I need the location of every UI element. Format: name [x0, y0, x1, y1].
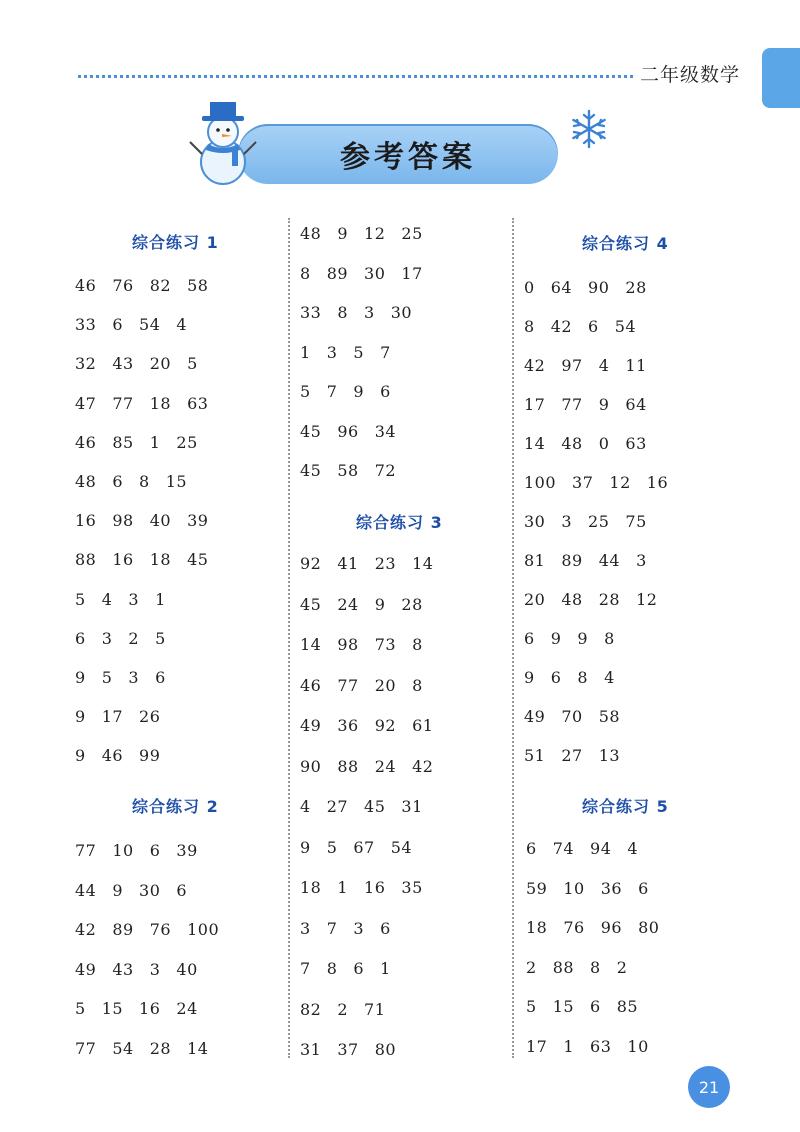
answer-value: 16 — [75, 511, 97, 531]
answer-value: 8 — [337, 303, 349, 322]
answer-value: 99 — [139, 746, 161, 766]
answer-row — [300, 757, 449, 776]
answer-value: 48 — [561, 590, 583, 609]
answer-value: 3 — [636, 551, 647, 570]
answer-value: 5 — [75, 589, 86, 609]
answer-row — [75, 511, 224, 530]
answer-value: 39 — [187, 511, 209, 531]
answer-value: 49 — [300, 716, 322, 735]
answer-value: 33 — [75, 315, 97, 335]
answer-value: 61 — [412, 716, 434, 735]
answer-value: 37 — [572, 473, 594, 492]
answer-value: 6 — [75, 628, 86, 648]
answer-value: 9 — [300, 837, 311, 857]
answer-value: 18 — [149, 393, 172, 413]
answer-value: 3 — [353, 918, 365, 938]
answer-value: 7 — [326, 918, 338, 938]
answer-value: 16 — [364, 878, 386, 897]
answer-value: 10 — [563, 878, 585, 898]
answer-value: 33 — [300, 303, 322, 322]
answer-value: 6 — [638, 878, 649, 898]
answer-row — [300, 676, 439, 695]
answer-row — [524, 278, 663, 297]
answer-value: 14 — [412, 554, 434, 573]
answer-value: 24 — [374, 756, 397, 776]
answer-value: 27 — [561, 746, 583, 765]
answer-value: 74 — [552, 839, 575, 858]
subject-label: 二年级数学 — [640, 64, 741, 86]
answer-value: 48 — [75, 472, 97, 491]
answer-value: 72 — [374, 461, 397, 480]
answer-value: 9 — [550, 629, 562, 648]
answer-value: 77 — [75, 841, 97, 860]
section-title-3: 综合练习 3 — [356, 513, 443, 532]
answer-value: 46 — [101, 746, 124, 766]
answer-value: 17 — [524, 395, 546, 414]
answer-value: 43 — [112, 959, 134, 979]
answer-value: 12 — [364, 224, 386, 243]
answer-value: 7 — [380, 342, 391, 362]
answer-value: 5 — [326, 837, 338, 857]
answer-row — [300, 838, 428, 857]
answer-value: 10 — [627, 1036, 649, 1056]
answer-value: 77 — [561, 395, 583, 414]
answer-value: 7 — [326, 382, 338, 401]
answer-value: 44 — [598, 551, 621, 570]
answer-value: 31 — [300, 1040, 322, 1059]
answer-value: 42 — [412, 756, 434, 776]
answer-value: 16 — [139, 999, 161, 1019]
answer-value: 42 — [524, 356, 546, 375]
answer-value: 92 — [300, 554, 322, 573]
answer-value: 45 — [364, 797, 386, 816]
answer-row — [75, 315, 203, 334]
answer-value: 4 — [598, 356, 610, 375]
answer-value: 73 — [374, 635, 397, 654]
answer-value: 6 — [380, 382, 391, 401]
answer-row — [526, 997, 654, 1016]
answer-value: 81 — [524, 551, 546, 570]
answer-value: 34 — [374, 421, 397, 441]
answer-value: 42 — [550, 317, 573, 336]
answer-value: 20 — [149, 354, 172, 374]
answer-row — [75, 1039, 224, 1058]
answer-value: 9 — [75, 668, 86, 687]
answer-row — [524, 746, 636, 765]
answer-value: 41 — [337, 554, 359, 573]
answer-value: 14 — [187, 1039, 209, 1058]
answer-value: 47 — [75, 393, 97, 413]
answer-row — [300, 878, 439, 897]
answer-value: 49 — [524, 707, 546, 726]
answer-value: 3 — [326, 342, 338, 362]
answer-row — [526, 879, 665, 898]
answer-value: 76 — [112, 276, 134, 295]
answer-value: 12 — [636, 590, 658, 609]
answer-value: 42 — [75, 920, 97, 940]
answer-value: 59 — [526, 878, 548, 898]
title-banner — [238, 124, 558, 184]
answer-row — [75, 354, 214, 373]
answer-row — [300, 919, 407, 938]
answer-value: 5 — [155, 628, 166, 648]
answer-row — [524, 473, 684, 492]
answer-value: 32 — [75, 354, 97, 374]
answer-value: 46 — [300, 675, 322, 695]
answer-value: 20 — [374, 675, 397, 695]
answer-row — [300, 264, 439, 283]
answer-value: 77 — [112, 393, 134, 413]
answer-value: 40 — [149, 511, 172, 531]
answer-row — [524, 590, 673, 609]
snowflake-icon — [568, 108, 610, 150]
answer-value: 98 — [112, 511, 134, 531]
answer-row — [526, 839, 654, 858]
answer-value: 30 — [364, 263, 386, 283]
answer-value: 5 — [353, 342, 365, 362]
answer-value: 5 — [101, 668, 113, 687]
answer-value: 25 — [588, 512, 610, 531]
answer-value: 82 — [149, 276, 172, 295]
answer-value: 0 — [524, 278, 535, 297]
answer-value: 88 — [75, 550, 97, 570]
answer-row — [300, 635, 439, 654]
column-divider — [512, 218, 514, 1058]
answer-value: 100 — [524, 473, 557, 492]
answer-value: 64 — [625, 395, 647, 414]
answer-value: 0 — [598, 434, 610, 453]
answer-row — [524, 707, 636, 726]
answer-value: 9 — [337, 224, 349, 243]
answer-value: 6 — [112, 472, 124, 491]
answer-value: 76 — [149, 920, 172, 940]
answer-value: 8 — [300, 263, 311, 283]
answer-value: 18 — [149, 550, 172, 570]
section-title-4: 综合练习 4 — [582, 234, 669, 253]
answer-value: 30 — [390, 303, 413, 322]
answer-row — [300, 343, 407, 362]
answer-value: 25 — [401, 224, 423, 243]
section-title-2: 综合练习 2 — [132, 797, 219, 816]
answer-value: 10 — [112, 841, 134, 860]
answer-value: 5 — [75, 999, 86, 1019]
answer-value: 6 — [112, 315, 124, 335]
answer-value: 17 — [401, 263, 423, 283]
answer-value: 18 — [300, 878, 322, 897]
answer-row — [75, 881, 203, 900]
answer-value: 17 — [526, 1036, 548, 1056]
answer-value: 6 — [588, 317, 599, 336]
answer-value: 89 — [326, 263, 349, 283]
answer-value: 40 — [176, 959, 198, 979]
answer-value: 45 — [300, 594, 322, 614]
answer-value: 2 — [128, 628, 140, 648]
answer-value: 54 — [112, 1039, 134, 1058]
answer-value: 92 — [374, 716, 397, 735]
answer-value: 6 — [590, 997, 601, 1016]
answer-value: 18 — [526, 918, 548, 937]
answer-value: 88 — [337, 756, 359, 776]
answer-value: 14 — [524, 434, 546, 453]
answer-value: 63 — [187, 393, 209, 413]
answer-value: 2 — [526, 957, 537, 977]
answer-value: 58 — [598, 707, 621, 726]
answer-value: 58 — [337, 461, 359, 480]
answer-value: 90 — [300, 756, 322, 776]
answer-value: 3 — [364, 303, 375, 322]
answer-value: 39 — [176, 841, 198, 860]
answer-row — [524, 434, 663, 453]
answer-value: 4 — [604, 668, 615, 687]
answer-value: 23 — [374, 554, 397, 573]
answer-row — [300, 595, 439, 614]
answer-row — [524, 512, 663, 531]
answer-row — [300, 461, 412, 480]
answer-value: 28 — [598, 590, 621, 609]
answer-value: 25 — [176, 432, 198, 452]
answer-value: 27 — [326, 797, 349, 816]
answer-row — [524, 551, 663, 570]
answer-value: 6 — [524, 629, 535, 648]
answer-value: 2 — [337, 999, 349, 1019]
answer-value: 82 — [300, 999, 322, 1019]
answer-value: 24 — [176, 999, 198, 1019]
answer-row — [524, 395, 663, 414]
answer-value: 77 — [75, 1039, 97, 1058]
answer-value: 7 — [300, 959, 311, 978]
answer-value: 15 — [101, 999, 124, 1019]
answer-value: 15 — [552, 997, 575, 1016]
answer-value: 8 — [412, 675, 423, 695]
answer-value: 71 — [364, 999, 386, 1019]
answer-row — [300, 422, 412, 441]
answer-value: 88 — [552, 957, 575, 977]
answer-value: 85 — [616, 997, 639, 1016]
answer-value: 6 — [149, 841, 161, 860]
answer-row — [75, 394, 224, 413]
answer-value: 46 — [75, 432, 97, 452]
answer-value: 9 — [598, 395, 610, 414]
answer-value: 9 — [353, 382, 365, 401]
answer-row — [526, 958, 643, 977]
answer-row — [300, 224, 439, 243]
answer-value: 16 — [646, 473, 669, 492]
answer-value: 11 — [625, 356, 647, 375]
answer-value: 1 — [337, 878, 349, 897]
answer-value: 85 — [112, 432, 134, 452]
section-title-5: 综合练习 5 — [582, 797, 669, 816]
snowman-icon — [188, 96, 258, 188]
page-title: 参考答案 — [340, 140, 476, 175]
answer-value: 24 — [337, 594, 359, 614]
answer-row — [75, 960, 214, 979]
answer-value: 15 — [165, 472, 188, 491]
answer-row — [300, 382, 407, 401]
answer-value: 36 — [600, 878, 623, 898]
answer-value: 4 — [176, 315, 188, 335]
answer-value: 51 — [524, 746, 546, 765]
answer-value: 98 — [337, 635, 359, 654]
answer-value: 9 — [75, 746, 86, 766]
answer-value: 36 — [337, 716, 359, 735]
answer-value: 13 — [598, 746, 621, 765]
answer-value: 44 — [75, 880, 97, 900]
answer-value: 6 — [155, 668, 166, 687]
answer-value: 6 — [526, 839, 537, 858]
answer-value: 100 — [187, 920, 220, 940]
answer-row — [300, 554, 449, 573]
answer-value: 8 — [604, 629, 615, 648]
answer-row — [526, 1037, 665, 1056]
answer-row — [524, 629, 631, 648]
answer-value: 80 — [638, 918, 660, 937]
answer-row — [75, 629, 182, 648]
answer-value: 67 — [353, 837, 375, 857]
answer-row — [75, 668, 182, 687]
answer-row — [75, 550, 224, 569]
answer-value: 96 — [600, 918, 623, 937]
answer-value: 8 — [326, 959, 338, 978]
answer-value: 4 — [300, 797, 311, 816]
answer-row — [75, 999, 214, 1018]
answer-value: 58 — [187, 276, 209, 295]
answer-value: 49 — [75, 959, 97, 979]
answer-value: 28 — [401, 594, 423, 614]
answer-value: 1 — [155, 589, 166, 609]
answer-value: 64 — [550, 278, 573, 297]
answer-row — [300, 303, 428, 322]
answer-value: 89 — [561, 551, 583, 570]
answer-value: 3 — [128, 668, 140, 687]
answer-value: 9 — [577, 629, 589, 648]
answer-value: 16 — [112, 550, 134, 570]
answer-value: 5 — [526, 997, 537, 1016]
answer-value: 70 — [561, 707, 583, 726]
page-number: 21 — [688, 1066, 730, 1108]
answer-value: 45 — [300, 461, 322, 480]
answer-value: 97 — [561, 356, 583, 375]
answer-value: 46 — [75, 276, 97, 295]
answer-value: 5 — [187, 354, 198, 374]
answer-value: 1 — [380, 959, 391, 978]
answer-value: 54 — [390, 837, 413, 857]
answer-value: 48 — [561, 434, 583, 453]
answer-value: 3 — [561, 512, 573, 531]
section-title-1: 综合练习 1 — [132, 233, 219, 252]
answer-row — [524, 668, 631, 687]
answer-row — [75, 841, 214, 860]
answer-value: 26 — [139, 707, 161, 727]
answer-value: 77 — [337, 675, 359, 695]
answer-value: 35 — [401, 878, 423, 897]
answer-row — [75, 707, 176, 726]
answer-row — [75, 920, 235, 939]
answer-value: 28 — [625, 278, 647, 297]
answer-value: 1 — [149, 432, 161, 452]
answer-value: 45 — [187, 550, 209, 570]
answer-value: 9 — [374, 594, 386, 614]
answer-value: 76 — [563, 918, 585, 937]
answer-value: 2 — [616, 957, 628, 977]
column-divider — [288, 218, 290, 1058]
answer-value: 1 — [563, 1036, 575, 1056]
answer-value: 31 — [401, 797, 423, 816]
answer-value: 1 — [300, 342, 311, 362]
answer-value: 12 — [609, 473, 631, 492]
answer-value: 3 — [149, 959, 161, 979]
page-tab — [762, 48, 800, 108]
answer-value: 75 — [625, 512, 647, 531]
header-dotted-line — [78, 75, 633, 78]
answer-row — [300, 1000, 401, 1019]
answer-row — [300, 959, 407, 978]
answer-value: 54 — [139, 315, 161, 335]
answer-value: 94 — [590, 839, 612, 858]
answer-row — [526, 918, 675, 937]
answer-value: 63 — [590, 1036, 612, 1056]
answer-row — [75, 433, 214, 452]
answer-value: 37 — [337, 1040, 359, 1059]
answer-value: 63 — [625, 434, 647, 453]
answer-value: 45 — [300, 421, 322, 441]
answer-value: 9 — [524, 668, 535, 687]
answer-value: 48 — [300, 224, 322, 243]
answer-value: 8 — [590, 957, 601, 977]
answer-row — [75, 590, 182, 609]
answer-value: 3 — [101, 628, 113, 648]
answer-value: 8 — [577, 668, 589, 687]
answer-row — [300, 1040, 412, 1059]
answer-value: 20 — [524, 590, 546, 609]
answer-value: 5 — [300, 382, 311, 401]
answer-value: 54 — [614, 317, 637, 336]
answer-value: 17 — [101, 707, 124, 727]
answer-value: 30 — [524, 512, 546, 531]
answer-value: 43 — [112, 354, 134, 374]
answer-value: 3 — [300, 918, 311, 938]
answer-row — [524, 356, 663, 375]
answer-row — [75, 276, 224, 295]
answer-row — [524, 317, 652, 336]
answer-value: 96 — [337, 421, 359, 441]
answer-value: 89 — [112, 920, 134, 940]
answer-row — [75, 472, 203, 491]
answer-value: 3 — [128, 589, 140, 609]
answer-row — [75, 746, 176, 765]
answer-value: 80 — [374, 1040, 397, 1059]
answer-value: 6 — [380, 918, 391, 938]
answer-value: 9 — [112, 880, 124, 900]
answer-value: 6 — [176, 880, 188, 900]
answer-value: 14 — [300, 635, 322, 654]
answer-value: 4 — [101, 589, 113, 609]
answer-value: 8 — [139, 472, 150, 491]
answer-value: 6 — [550, 668, 562, 687]
answer-value: 8 — [412, 635, 423, 654]
answer-value: 8 — [524, 317, 535, 336]
answer-value: 30 — [139, 880, 161, 900]
answer-value: 9 — [75, 707, 86, 727]
answer-row — [300, 797, 439, 816]
answer-row — [300, 716, 449, 735]
answer-value: 6 — [353, 959, 365, 978]
answer-value: 90 — [588, 278, 610, 297]
answer-value: 28 — [149, 1039, 172, 1058]
answer-value: 4 — [627, 839, 639, 858]
